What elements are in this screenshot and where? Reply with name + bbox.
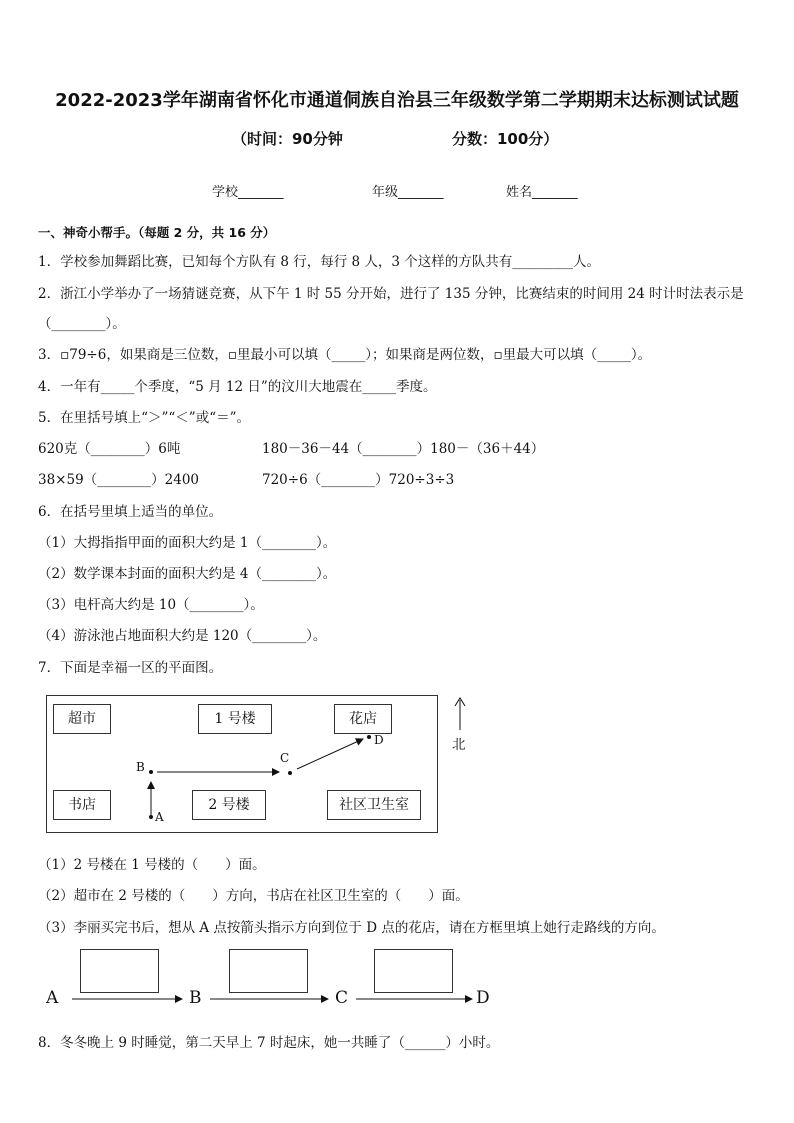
name-field: 姓名_______ bbox=[506, 185, 578, 200]
question-8: 8．冬冬晚上 9 时睡觉，第二天早上 7 时起床，她一共睡了（______）小时。 bbox=[38, 1035, 500, 1051]
question-2-blank: （________）。 bbox=[38, 316, 126, 332]
question-2: 2．浙江小学举办了一场猜谜竞赛，从下午 1 时 55 分开始，进行了 135 分钟，比赛结束的时间用 24 时计时法表示是 bbox=[38, 286, 744, 302]
route-answer-box-1[interactable] bbox=[80, 949, 159, 993]
q5-item: 38×59（________）2400 bbox=[38, 472, 200, 488]
section-heading: 一、神奇小帮手。（每题 2 分，共 16 分） bbox=[38, 225, 276, 240]
point-a-dot bbox=[149, 815, 153, 819]
route-label-a: A bbox=[46, 988, 59, 1008]
route-label-c: C bbox=[335, 988, 349, 1008]
grade-field: 年级_______ bbox=[372, 185, 444, 200]
point-c-label: C bbox=[280, 751, 290, 765]
arrow-c-to-d bbox=[297, 739, 363, 769]
point-c-dot bbox=[288, 771, 292, 775]
map-building-bookstore: 书店 bbox=[53, 790, 111, 820]
q5-item: 620克（________）6吨 bbox=[38, 441, 181, 457]
q6-item: （4）游泳池占地面积大约是 120（________）。 bbox=[38, 628, 327, 644]
q5-item: 180－36－44（________）180－（36＋44） bbox=[262, 441, 545, 457]
route-answer-box-3[interactable] bbox=[374, 949, 453, 993]
page-title: 2022-2023学年湖南省怀化市通道侗族自治县三年级数学第二学期期末达标测试试题 bbox=[55, 90, 739, 111]
map-building-flower-shop: 花店 bbox=[334, 704, 392, 734]
point-d-label: D bbox=[374, 733, 384, 747]
exam-score: 分数：100分） bbox=[452, 130, 559, 148]
route-label-b: B bbox=[189, 988, 202, 1008]
north-label: 北 bbox=[452, 737, 466, 753]
point-a-label: A bbox=[155, 810, 164, 824]
q6-item: （3）电杆高大约是 10（________）。 bbox=[38, 597, 264, 613]
q6-item: （2）数学课本封面的面积大约是 4（________）。 bbox=[38, 566, 337, 582]
point-b-dot bbox=[149, 770, 153, 774]
map-building-supermarket: 超市 bbox=[53, 704, 111, 734]
map-building-2: 2 号楼 bbox=[192, 790, 266, 820]
question-1: 1．学校参加舞蹈比赛，已知每个方队有 8 行，每行 8 人，3 个这样的方队共有_________人。 bbox=[38, 254, 601, 270]
school-field: 学校_______ bbox=[212, 185, 284, 200]
point-d-dot bbox=[367, 735, 371, 739]
north-arrow-icon bbox=[450, 696, 470, 732]
q7-item: （3）李丽买完书后，想从 A 点按箭头指示方向到位于 D 点的花店，请在方框里填上她行走路线的方向。 bbox=[38, 920, 665, 936]
route-label-d: D bbox=[476, 988, 490, 1008]
question-6: 6．在括号里填上适当的单位。 bbox=[38, 504, 223, 520]
question-3: 3．▫79÷6，如果商是三位数，▫里最小可以填（_____）；如果商是两位数，▫里最大可以填（_____）。 bbox=[38, 347, 652, 363]
route-arrows bbox=[60, 992, 540, 1006]
q7-item: （1）2 号楼在 1 号楼的（ ）面。 bbox=[38, 857, 266, 873]
route-answer-box-2[interactable] bbox=[229, 949, 308, 993]
map-building-clinic: 社区卫生室 bbox=[327, 790, 421, 820]
question-4: 4．一年有_____个季度，“5 月 12 日”的汶川大地震在_____季度。 bbox=[38, 379, 437, 395]
q6-item: （1）大拇指指甲面的面积大约是 1（________）。 bbox=[38, 535, 337, 551]
map-figure bbox=[46, 695, 438, 833]
q5-item: 720÷6（________）720÷3÷3 bbox=[262, 472, 455, 488]
question-7: 7．下面是幸福一区的平面图。 bbox=[38, 660, 223, 676]
point-b-label: B bbox=[136, 760, 145, 774]
q7-item: （2）超市在 2 号楼的（ ）方向，书店在社区卫生室的（ ）面。 bbox=[38, 888, 469, 904]
map-arrows bbox=[47, 696, 437, 832]
question-5: 5．在里括号填上“＞”“＜”或“＝”。 bbox=[38, 410, 250, 426]
map-building-1: 1 号楼 bbox=[198, 704, 272, 734]
exam-time: （时间：90分钟 bbox=[232, 130, 343, 148]
